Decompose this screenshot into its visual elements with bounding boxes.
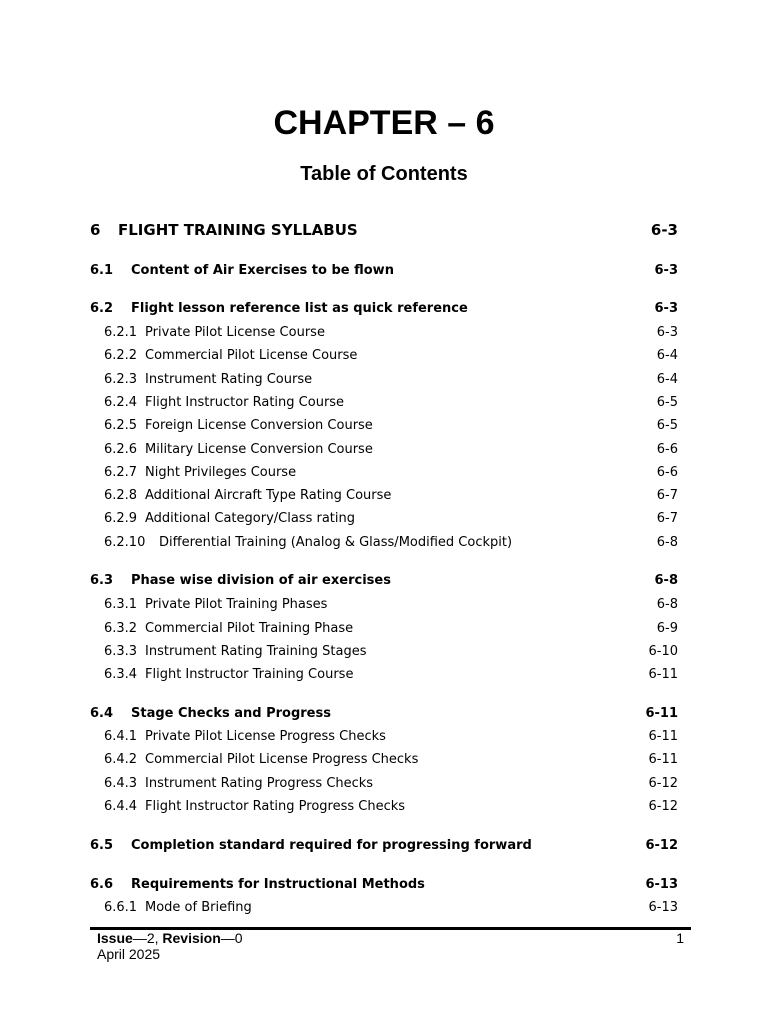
issue-label: Issue [97, 930, 133, 946]
toc-entry-6-5[interactable] [90, 836, 678, 856]
toc-title: Stage Checks and Progress [131, 706, 331, 721]
toc-title: Flight Instructor Training Course [145, 667, 354, 682]
toc-entry-6-2-5[interactable] [90, 416, 678, 436]
toc-heading: Table of Contents [300, 163, 468, 185]
toc-number: 6.3.2 [104, 621, 138, 636]
toc-entry-6-2-1[interactable] [90, 323, 678, 343]
toc-entry-6-6-1[interactable] [90, 898, 678, 918]
toc-entry-6-2-3[interactable] [90, 370, 678, 390]
toc-number: 6.4.2 [104, 752, 138, 767]
toc-page: 6-8 [654, 573, 678, 588]
toc-title: Differential Training (Analog & Glass/Modified Cockpit) [159, 535, 513, 550]
toc-title: Content of Air Exercises to be flown [131, 263, 394, 278]
toc-title: Requirements for Instructional Methods [131, 877, 425, 892]
toc-number: 6.2.9 [104, 511, 138, 526]
toc-entry-6-2[interactable] [90, 299, 678, 319]
toc-page: 6-3 [656, 325, 678, 340]
toc-number: 6.3.1 [104, 597, 138, 612]
toc-page: 6-6 [656, 442, 678, 457]
toc-number: 6.2.2 [104, 348, 138, 363]
toc-entry-6-2-2[interactable] [90, 346, 678, 366]
toc-number: 6.2.10 [104, 535, 146, 550]
toc-page: 6-7 [656, 511, 678, 526]
toc-entry-6-4-3[interactable] [90, 774, 678, 794]
toc-title: Commercial Pilot License Progress Checks [145, 752, 419, 767]
toc-entry-6-4-2[interactable] [90, 750, 678, 770]
toc-page: 6-8 [656, 597, 678, 612]
toc-page: 6-5 [656, 395, 678, 410]
toc-page: 6-12 [648, 776, 678, 791]
toc-title: Private Pilot Training Phases [145, 597, 328, 612]
toc-entry-6-4-4[interactable] [90, 797, 678, 817]
page-number: 1 [676, 930, 684, 946]
toc-entry-6-1[interactable] [90, 261, 678, 281]
toc-number: 6.4.4 [104, 799, 138, 814]
toc-page: 6-13 [648, 900, 678, 915]
toc-title: Additional Aircraft Type Rating Course [145, 488, 392, 503]
toc-entry-6-2-8[interactable] [90, 486, 678, 506]
toc-number: 6.3.3 [104, 644, 138, 659]
toc-title: Private Pilot License Progress Checks [145, 729, 386, 744]
toc-number: 6.2 [90, 301, 114, 316]
toc-page: 6-12 [645, 838, 678, 853]
toc-page: 6-12 [648, 799, 678, 814]
toc-number: 6.4.1 [104, 729, 138, 744]
toc-page: 6-3 [650, 221, 678, 239]
toc-number: 6.2.4 [104, 395, 138, 410]
toc-title: Mode of Briefing [145, 900, 252, 915]
toc-number: 6.3.4 [104, 667, 138, 682]
toc-entry-chapter-6[interactable] [90, 219, 678, 241]
toc-number: 6.3 [90, 573, 114, 588]
toc-page: 6-10 [648, 644, 678, 659]
chapter-title: CHAPTER – 6 [273, 104, 495, 142]
footer-date: April 2025 [97, 946, 161, 962]
toc-entry-6-6[interactable] [90, 875, 678, 895]
toc-title: Foreign License Conversion Course [145, 418, 373, 433]
revision-label: Revision [162, 930, 221, 946]
toc-page: 6-3 [654, 263, 678, 278]
toc-number: 6.6 [90, 877, 114, 892]
toc-title: Flight Instructor Rating Course [145, 395, 345, 410]
toc-number: 6.2.7 [104, 465, 138, 480]
toc-entry-6-2-7[interactable] [90, 463, 678, 483]
toc-number: 6 [90, 221, 101, 239]
footer-issue-revision [97, 930, 243, 947]
toc-page: 6-11 [648, 667, 678, 682]
toc-page: 6-4 [656, 372, 678, 387]
toc-page: 6-13 [645, 877, 678, 892]
toc-page: 6-11 [648, 752, 678, 767]
toc-title: Phase wise division of air exercises [131, 573, 391, 588]
toc-entry-6-2-9[interactable] [90, 509, 678, 529]
toc-title: FLIGHT TRAINING SYLLABUS [118, 221, 358, 239]
toc-page: 6-6 [656, 465, 678, 480]
toc-entry-6-2-4[interactable] [90, 393, 678, 413]
toc-title: Night Privileges Course [145, 465, 297, 480]
toc-entry-6-2-10[interactable] [90, 533, 678, 553]
toc-number: 6.2.3 [104, 372, 138, 387]
issue-value: —2, [132, 930, 163, 946]
toc-number: 6.2.1 [104, 325, 138, 340]
toc-page: 6-4 [656, 348, 678, 363]
toc-entry-6-3[interactable] [90, 571, 678, 591]
toc-page: 6-9 [656, 621, 678, 636]
toc-title: Flight lesson reference list as quick reference [131, 301, 468, 316]
toc-page: 6-3 [654, 301, 678, 316]
toc-page: 6-11 [645, 706, 678, 721]
toc-number: 6.4 [90, 706, 114, 721]
toc-entry-6-4[interactable] [90, 704, 678, 724]
toc-title: Instrument Rating Training Stages [145, 644, 367, 659]
toc-title: Military License Conversion Course [145, 442, 373, 457]
revision-value: —0 [220, 930, 243, 946]
toc-title: Instrument Rating Course [145, 372, 313, 387]
toc-number: 6.6.1 [104, 900, 138, 915]
toc-title: Completion standard required for progressing forward [131, 838, 532, 853]
toc-title: Private Pilot License Course [145, 325, 325, 340]
toc-title: Commercial Pilot License Course [145, 348, 358, 363]
toc-page: 6-8 [656, 535, 678, 550]
toc-title: Flight Instructor Rating Progress Checks [145, 799, 406, 814]
toc-number: 6.2.5 [104, 418, 138, 433]
toc-title: Additional Category/Class rating [145, 511, 355, 526]
toc-entry-6-3-4[interactable] [90, 665, 678, 685]
toc-number: 6.1 [90, 263, 114, 278]
toc-number: 6.2.6 [104, 442, 138, 457]
toc-entry-6-3-1[interactable] [90, 595, 678, 615]
toc-page: 6-7 [656, 488, 678, 503]
toc-page: 6-5 [656, 418, 678, 433]
toc-title: Commercial Pilot Training Phase [145, 621, 354, 636]
toc-number: 6.2.8 [104, 488, 138, 503]
toc-entry-6-3-2[interactable] [90, 619, 678, 639]
toc-entry-6-3-3[interactable] [90, 642, 678, 662]
toc-page: 6-11 [648, 729, 678, 744]
toc-entry-6-4-1[interactable] [90, 727, 678, 747]
toc-number: 6.5 [90, 838, 114, 853]
toc-title: Instrument Rating Progress Checks [145, 776, 374, 791]
toc-number: 6.4.3 [104, 776, 138, 791]
toc-entry-6-2-6[interactable] [90, 440, 678, 460]
